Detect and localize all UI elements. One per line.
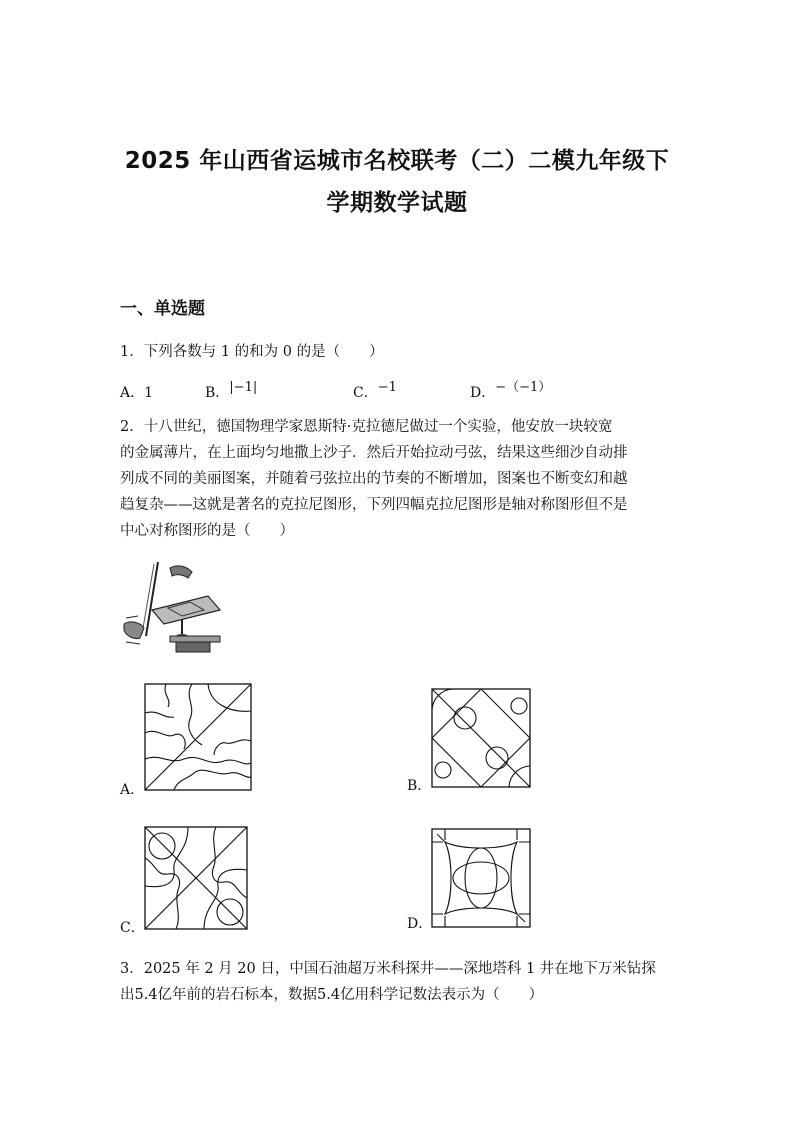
q2-option-a-label: A．: [120, 782, 145, 798]
section-heading: 一、单选题: [120, 299, 205, 319]
q1-option-b[interactable]: [205, 382, 257, 402]
stem-line: 2．十八世纪，德国物理学家恩斯特·克拉德尼做过一个实验，他安放一块较宽: [120, 419, 613, 435]
q2-option-c-label: C．: [120, 920, 145, 936]
title-line-1: 2025 年山西省运城市名校联考（二）二模九年级下: [124, 148, 670, 174]
option-value: −1: [377, 380, 397, 395]
stem-line: 中心对称图形的是（ ）: [120, 523, 294, 539]
option-label: C．: [353, 385, 378, 401]
title-line-2: 学期数学试题: [326, 190, 468, 216]
stem-line: 趋复杂——这就是著名的克拉尼图形，下列四幅克拉尼图形是轴对称图形但不是: [120, 497, 628, 513]
q2-option-d-label: D．: [407, 916, 433, 932]
q1-option-a[interactable]: [120, 382, 153, 402]
question-1-stem: 1．下列各数与 1 的和为 0 的是（ ）: [120, 344, 384, 360]
option-label: D．: [470, 385, 496, 401]
stem-line: 出5.4亿年前的岩石标本，数据5.4亿用科学记数法表示为（ ）: [120, 987, 544, 1003]
stem-line: 的金属薄片，在上面均匀地撒上沙子．然后开始拉动弓弦，结果这些细沙自动排: [120, 445, 628, 461]
option-value: 1: [144, 385, 154, 401]
q1-option-d[interactable]: [470, 382, 551, 402]
option-label: B．: [205, 385, 230, 401]
q1-option-c[interactable]: [353, 382, 397, 402]
q2-figure-c[interactable]: [144, 826, 248, 930]
question-3-stem: [120, 956, 676, 1008]
question-2-stem: [120, 414, 676, 544]
q2-option-b-label: B．: [407, 778, 432, 794]
option-value: |−1|: [229, 380, 258, 395]
chladni-experiment-illustration: [120, 558, 224, 654]
q2-figure-a[interactable]: [144, 683, 252, 791]
option-value: −（−1）: [495, 380, 552, 395]
option-label: A．: [120, 385, 145, 401]
stem-line: 列成不同的美丽图案，并随着弓弦拉出的节奏的不断增加，图案也不断变幻和越: [120, 471, 628, 487]
q2-figure-b[interactable]: [431, 688, 531, 788]
q2-figure-d[interactable]: [431, 828, 531, 928]
stem-line: 3．2025 年 2 月 20 日，中国石油超万米科探井——深地塔科 1 井在地下万米钻探: [120, 961, 656, 977]
